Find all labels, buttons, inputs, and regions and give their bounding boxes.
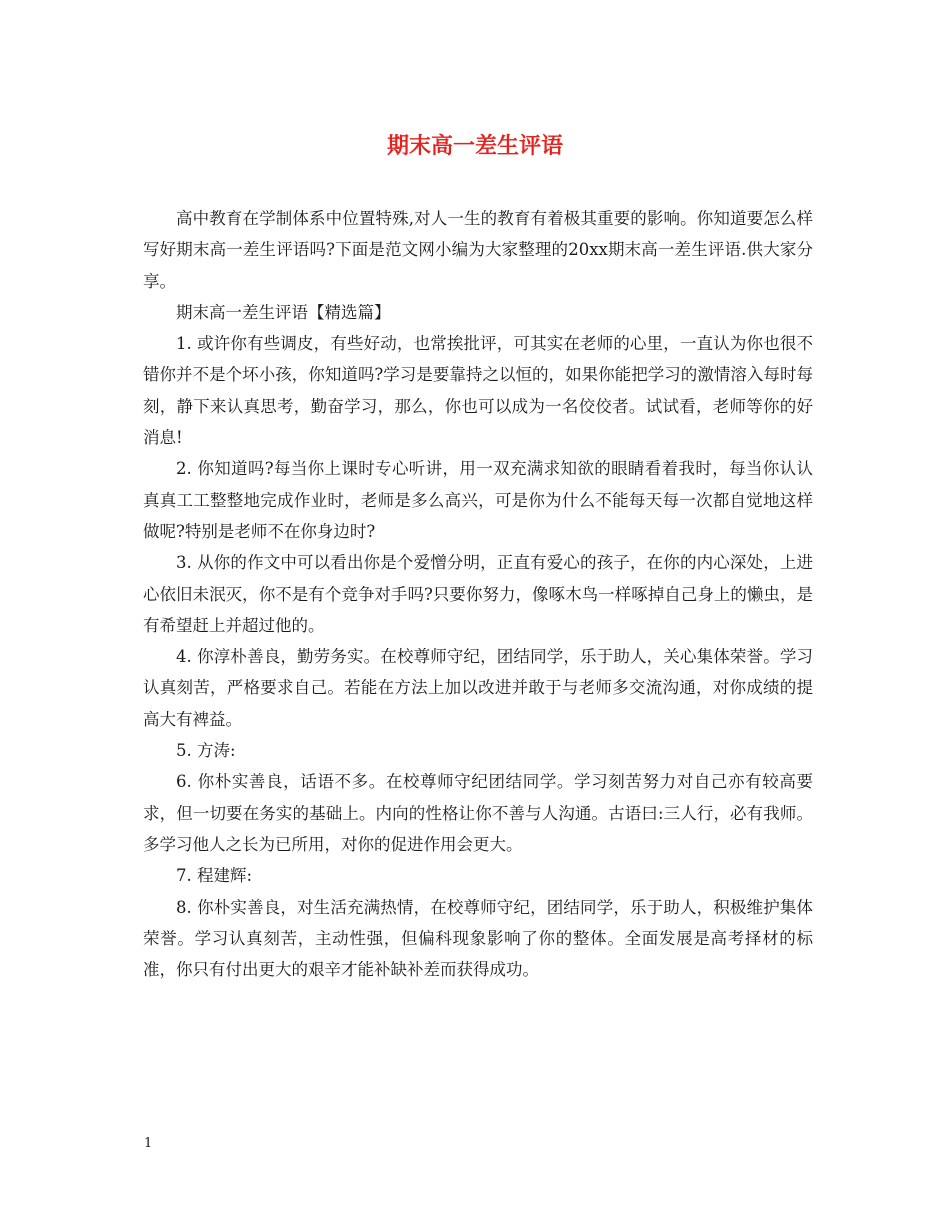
document-title: 期末高一差生评语 [386,134,563,159]
comment-paragraph-3: 3. 从你的作文中可以看出你是个爱憎分明，正直有爱心的孩子，在你的内心深处，上进心依旧未泯灭，你不是有个竞争对手吗?只要你努力，像啄木鸟一样啄掉自己身上的懒虫，是有希望赶上并超过他的。 [143,553,813,635]
comment-paragraph-2: 2. 你知道吗?每当你上课时专心听讲，用一双充满求知欲的眼睛看着我时，每当你认认真真工工整整地完成作业时，老师是多么高兴，可是你为什么不能每天每一次都自觉地这样做呢?特别是老师不在你身边时? [143,459,813,541]
section-heading: 期末高一差生评语【精选篇】 [176,302,391,322]
intro-paragraph: 高中教育在学制体系中位置特殊,对人一生的教育有着极其重要的影响。你知道要怎么样写好期末高一差生评语吗?下面是范文网小编为大家整理的20xx期末高一差生评语.供大家分享。 [143,209,813,291]
comment-paragraph-1: 1. 或许你有些调皮，有些好动，也常挨批评，可其实在老师的心里，一直认为你也很不错你并不是个坏小孩，你知道吗?学习是要靠持之以恒的，如果你能把学习的激情溶入每时每刻，静下来认真思考，勤奋学习，那么，你也可以成为一名佼佼者。试试看，老师等你的好消息! [143,334,813,448]
comment-paragraph-8: 8. 你朴实善良，对生活充满热情，在校尊师守纪，团结同学，乐于助人，积极维护集体荣誉。学习认真刻苦，主动性强，但偏科现象影响了你的整体。全面发展是高考择材的标准，你只有付出更大的艰辛才能补缺补差而获得成功。 [143,897,813,980]
comment-paragraph-6: 6. 你朴实善良，话语不多。在校尊师守纪团结同学。学习刻苦努力对自己亦有较高要求，但一切要在务实的基础上。内向的性格让你不善与人沟通。古语曰:三人行，必有我师。多学习他人之长为已所用，对你的促进作用会更大。 [143,772,813,854]
comment-paragraph-4: 4. 你淳朴善良，勤劳务实。在校尊师守纪，团结同学，乐于助人，关心集体荣誉。学习认真刻苦，严格要求自己。若能在方法上加以改进并敢于与老师多交流沟通，对你成绩的提高大有裨益。 [143,647,813,729]
document-body [143,203,813,985]
page-number: 1 [144,1136,153,1151]
comment-paragraph-5: 5. 方涛: [176,741,236,761]
comment-paragraph-7: 7. 程建辉: [176,866,253,886]
